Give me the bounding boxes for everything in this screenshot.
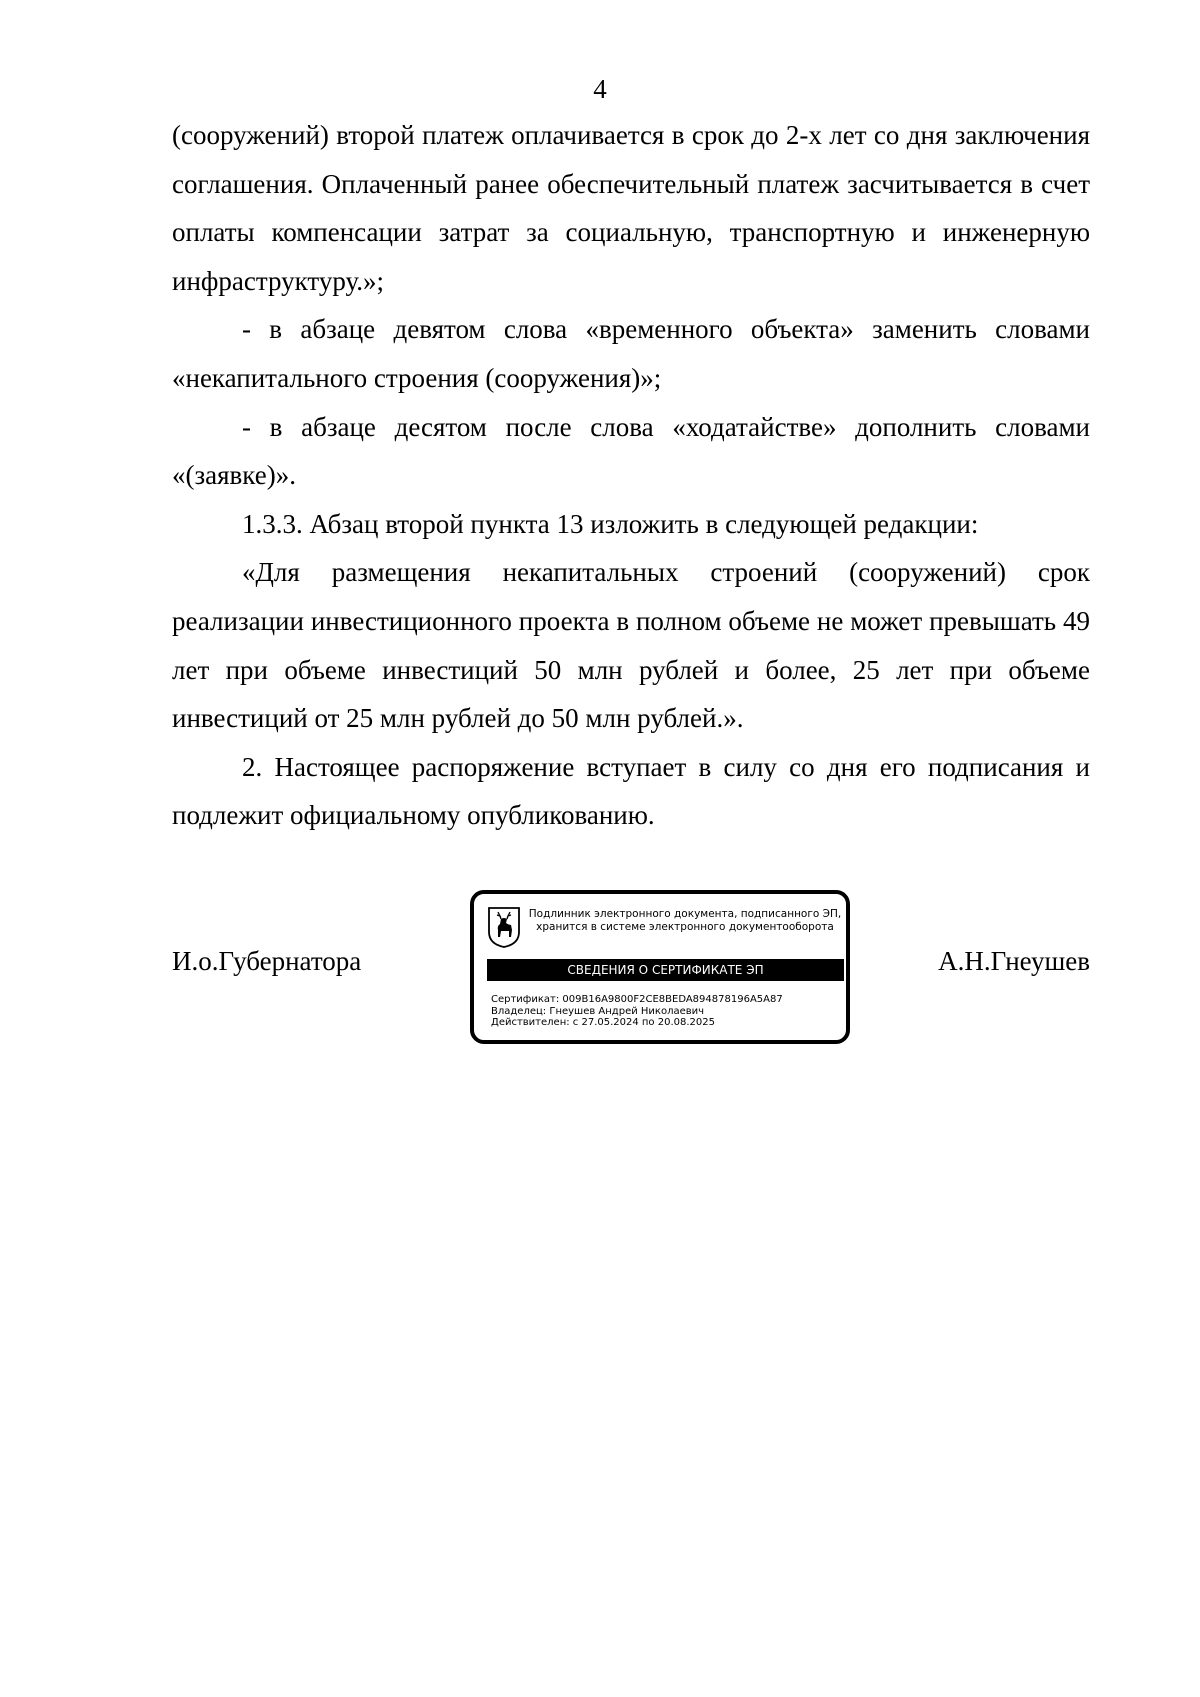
certificate-details bbox=[491, 994, 841, 1029]
deer-emblem-icon bbox=[487, 906, 521, 948]
certificate-owner: Владелец: Гнеушев Андрей Николаевич bbox=[491, 1005, 705, 1017]
paragraph-continuation: (сооружений) второй платеж оплачивается в срок до 2-х лет со дня заключения соглашения. Оплаченный ранее обеспечительный платеж засчитывается в счет оплаты компенсации затрат за социальную, транспортную и инженерную инфраструктуру.»; bbox=[172, 120, 1090, 296]
document-body bbox=[172, 111, 1090, 840]
signer-position: И.о.Губернатора bbox=[172, 946, 362, 976]
electronic-signature-stamp bbox=[470, 890, 850, 1044]
certificate-validity: Действителен: с 27.05.2024 по 20.08.2025 bbox=[491, 1017, 715, 1028]
stamp-header-line2: хранится в системе электронного документооборота bbox=[536, 921, 834, 933]
signer-name: А.Н.Гнеушев bbox=[938, 946, 1090, 976]
paragraph-entry-into-force: 2. Настоящее распоряжение вступает в силу со дня его подписания и подлежит официальному опубликованию. bbox=[172, 751, 1090, 831]
paragraph-amendment-9: - в абзаце девятом слова «временного объекта» заменить словами «некапитального строения (сооружения)»; bbox=[172, 314, 1090, 393]
stamp-header bbox=[526, 908, 844, 934]
certificate-number: Сертификат: 009B16A9800F2CE8BEDA894878196A5A87 bbox=[491, 994, 783, 1005]
paragraph-new-wording: «Для размещения некапитальных строений (сооружений) срок реализации инвестиционного проекта в полном объеме не может превышать 49 лет при объеме инвестиций 50 млн рублей и более, 25 лет при объеме инвестиций от 25 млн рублей до 50 млн рублей.». bbox=[172, 557, 1090, 734]
page-number: 4 bbox=[593, 74, 607, 104]
stamp-header-line1: Подлинник электронного документа, подписанного ЭП, bbox=[528, 908, 842, 920]
stamp-title-bar: СВЕДЕНИЯ О СЕРТИФИКАТЕ ЭП bbox=[487, 959, 844, 981]
paragraph-clause-1-3-3: 1.3.3. Абзац второй пункта 13 изложить в следующей редакции: bbox=[242, 508, 979, 539]
paragraph-amendment-10: - в абзаце десятом после слова «ходатайстве» дополнить словами «(заявке)». bbox=[172, 411, 1090, 491]
